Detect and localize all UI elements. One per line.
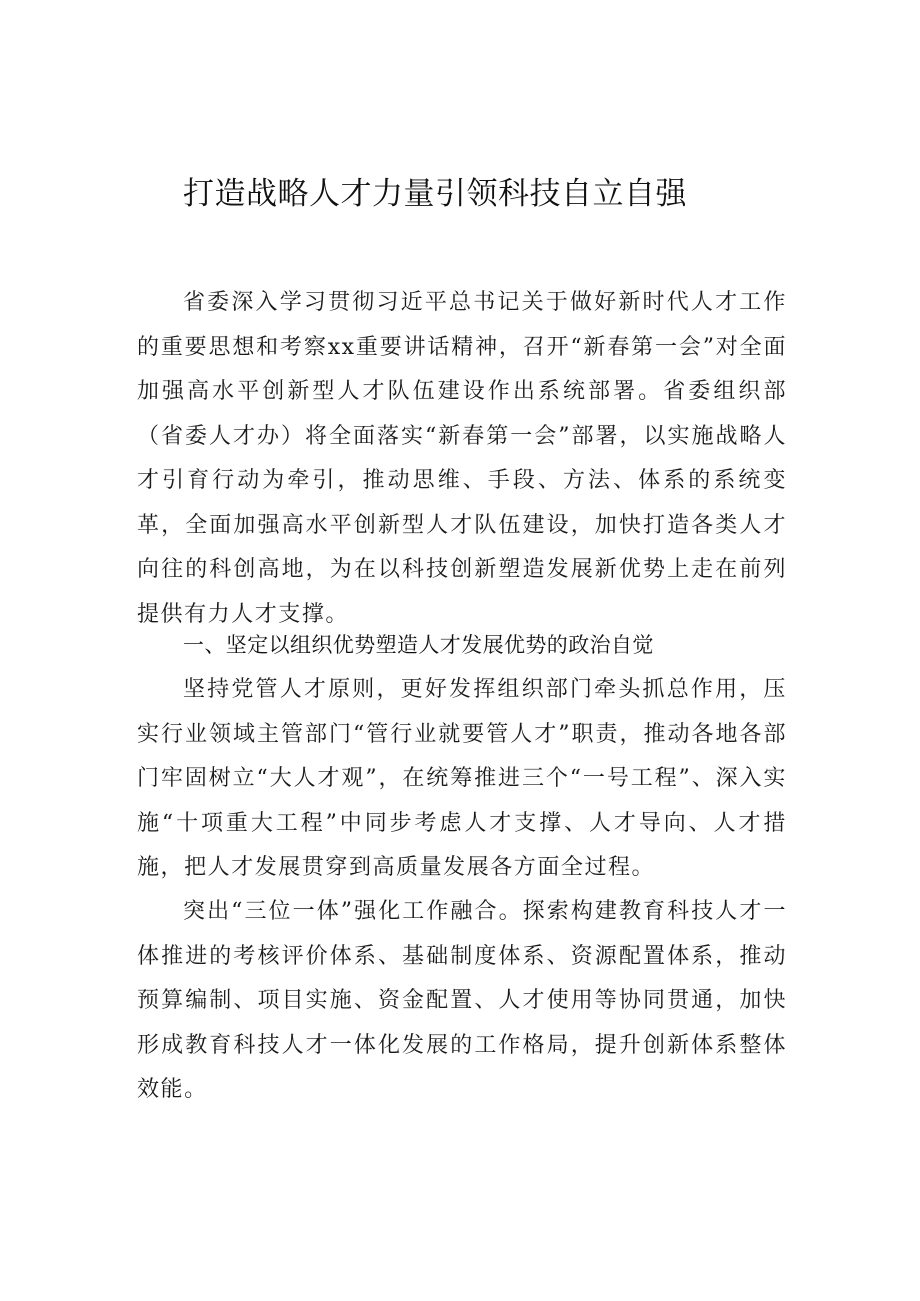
document-title: 打造战略人才力量引领科技自立自强 <box>183 176 687 212</box>
section-paragraph-2: 突出“三位一体”强化工作融合。探索构建教育科技人才一体推进的考核评价体系、基础制度体系、资源配置体系，推动预算编制、项目实施、资金配置、人才使用等协同贯通，加快形成教育科技人才一体化发展的工作格局，提升创新体系整体效能。 <box>137 899 787 1102</box>
section-heading: 一、坚定以组织优势塑造人才发展优势的政治自觉 <box>183 633 654 657</box>
intro-paragraph: 省委深入学习贯彻习近平总书记关于做好新时代人才工作的重要思想和考察xx重要讲话精神，召开“新春第一会”对全面加强高水平创新型人才队伍建设作出系统部署。省委组织部（省委人才办）将全面落实“新春第一会”部署，以实施战略人才引育行动为牵引，推动思维、手段、方法、体系的系统变革，全面加强高水平创新型人才队伍建设，加快打造各类人才向往的科创高地，为在以科技创新塑造发展新优势上走在前列提供有力人才支撑。 <box>137 290 787 627</box>
section-paragraph-1: 坚持党管人才原则，更好发挥组织部门牵头抓总作用，压实行业领域主管部门“管行业就要管人才”职责，推动各地各部门牢固树立“大人才观”，在统筹推进三个“一号工程”、深入实施“十项重大工程”中同步考虑人才支撑、人才导向、人才措施，把人才发展贯穿到高质量发展各方面全过程。 <box>137 677 787 880</box>
